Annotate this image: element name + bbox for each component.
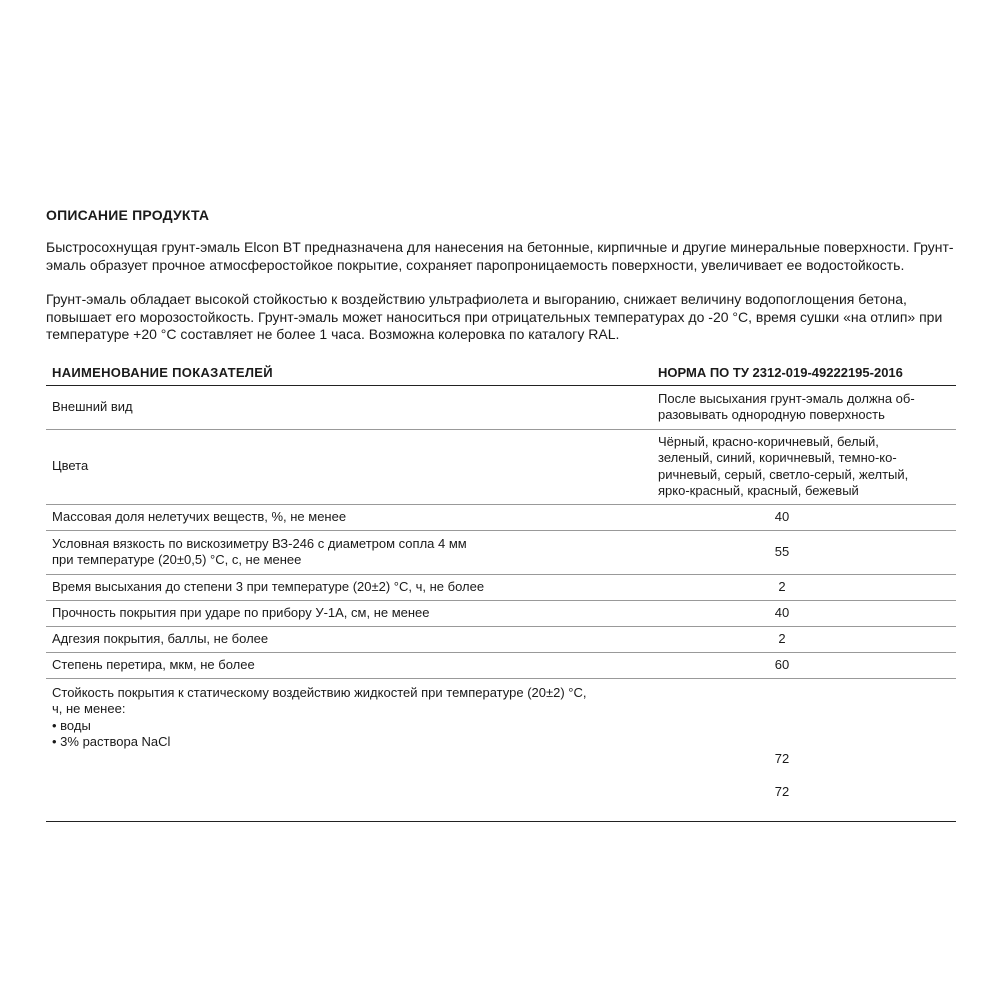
- description-paragraph-2: Грунт-эмаль обладает высокой стойкостью к воздействию ультрафиолета и выгоранию, снижает величину водопоглощения бетона, повышает его морозостойкость. Грунт-эмаль может наноситься при отрицательных температурах до -20 °С, время сушки «на отлип» при температуре +20 °С составляет не более 1 часа. Возможна колеровка по каталогу RAL.: [46, 291, 943, 342]
- table-row: [46, 505, 956, 531]
- row-value-nacl: 72: [774, 783, 790, 799]
- table-row: [46, 430, 956, 505]
- table-row: [46, 627, 956, 653]
- row-value: 55: [774, 543, 790, 559]
- row-name: Стойкость покрытия к статическому воздействию жидкостей при температуре (20±2) °С, ч, не менее: • воды • 3% раствора NaCl: [52, 684, 587, 749]
- header-norm: НОРМА ПО ТУ 2312-019-49222195-2016: [658, 364, 903, 380]
- row-value: Чёрный, красно-коричневый, белый, зеленый, синий, коричневый, темно-ко- ричневый, серый, светло-серый, желтый, ярко-красный, красный, бежевый: [658, 433, 909, 498]
- row-value: После высыхания грунт-эмаль должна об- разовывать однородную поверхность: [658, 390, 915, 422]
- row-name: Прочность покрытия при ударе по прибору У-1А, см, не менее: [52, 604, 430, 620]
- row-name: Адгезия покрытия, баллы, не более: [52, 630, 269, 646]
- row-name: Условная вязкость по вискозиметру ВЗ-246 с диаметром сопла 4 мм при температуре (20±0,5) °С, с, не менее: [52, 535, 467, 567]
- table-row: [46, 653, 956, 679]
- row-name: Внешний вид: [52, 398, 133, 414]
- table-row: [46, 679, 956, 822]
- header-name: НАИМЕНОВАНИЕ ПОКАЗАТЕЛЕЙ: [52, 364, 273, 380]
- row-name: Массовая доля нелетучих веществ, %, не менее: [52, 508, 347, 524]
- description-paragraph-1: Быстросохнущая грунт-эмаль Elcon BT предназначена для нанесения на бетонные, кирпичные и другие минеральные поверхности. Грунт-эмаль образует прочное атмосферостойкое покрытие, сохраняет паропроницаемость поверхности, увеличивает ее водостойкость.: [46, 239, 954, 273]
- section-title: ОПИСАНИЕ ПРОДУКТА: [46, 207, 210, 223]
- table-row: [46, 386, 956, 430]
- spec-table-header: [46, 365, 956, 386]
- row-name: Время высыхания до степени 3 при температуре (20±2) °С, ч, не более: [52, 578, 485, 594]
- row-value: 2: [778, 578, 786, 594]
- row-name: Степень перетира, мкм, не более: [52, 656, 255, 672]
- spec-table: [46, 365, 956, 822]
- row-value-group: [658, 685, 956, 817]
- row-value: 40: [774, 508, 790, 524]
- row-value: 2: [778, 630, 786, 646]
- row-value-water: 72: [774, 750, 790, 766]
- table-row: [46, 601, 956, 627]
- product-page: [46, 205, 956, 822]
- row-value: 40: [774, 604, 790, 620]
- table-row: [46, 531, 956, 575]
- row-name: Цвета: [52, 458, 89, 474]
- row-value: 60: [774, 656, 790, 672]
- table-row: [46, 575, 956, 601]
